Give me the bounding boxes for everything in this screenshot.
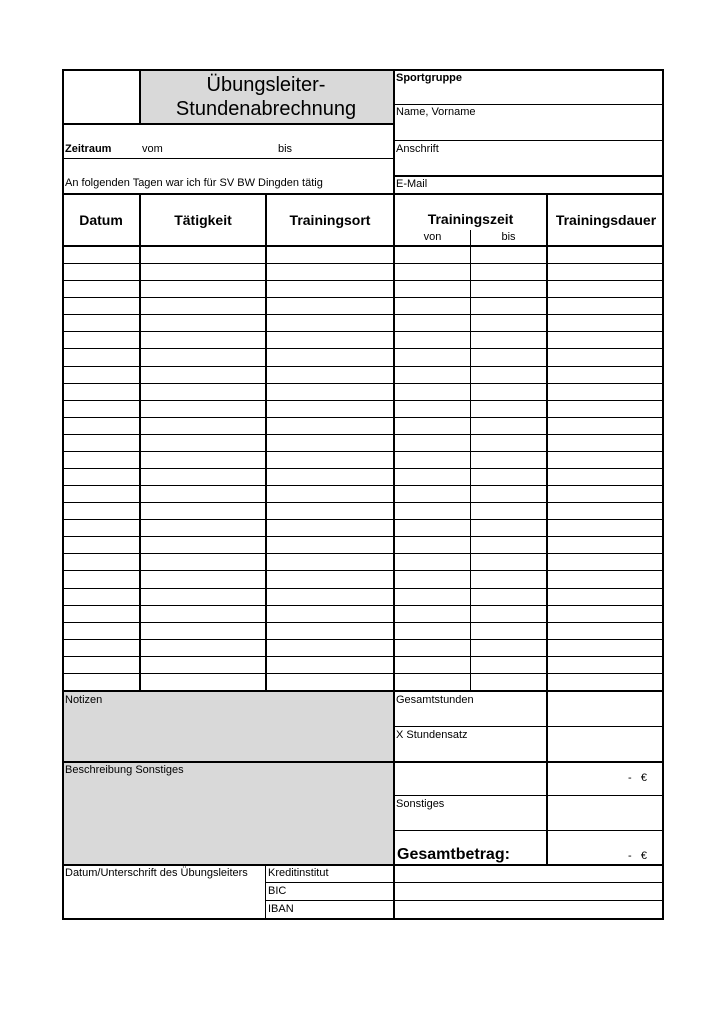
footer-line-betrag: [394, 795, 664, 796]
col-header-taetigkeit: Tätigkeit: [174, 212, 232, 228]
col-header-bis: bis: [501, 231, 516, 243]
title-line-2: Stundenabrechnung: [175, 98, 357, 120]
table-row-line: [63, 331, 663, 332]
col-header-trainingsdauer: Trainingsdauer: [555, 212, 657, 228]
table-row-line: [63, 656, 663, 657]
table-row-line: [63, 297, 663, 298]
table-row-line: [63, 434, 663, 435]
col-header-trainingszeit: Trainingszeit: [427, 211, 514, 227]
header-line-tage: [62, 158, 394, 159]
stundensatz-label: X Stundensatz: [396, 729, 468, 741]
table-row-line: [63, 417, 663, 418]
header-line-email: [394, 175, 664, 177]
table-row-line: [63, 383, 663, 384]
vom-label: vom: [142, 143, 163, 155]
table-header-bottom: [62, 245, 664, 247]
tage-label: An folgenden Tagen war ich für SV BW Dingden tätig: [65, 177, 323, 189]
betrag-stundensatz-value: - €: [628, 772, 647, 784]
footer-line-iban: [266, 900, 664, 901]
table-row-line: [63, 451, 663, 452]
footer-line-sonstiges: [394, 830, 664, 831]
col-header-von: von: [423, 231, 442, 243]
gesamtstunden-label: Gesamtstunden: [396, 694, 474, 706]
col-line-4: [546, 193, 548, 864]
table-row-line: [63, 588, 663, 589]
anschrift-label: Anschrift: [396, 143, 439, 155]
col-header-trainingsort: Trainingsort: [289, 212, 371, 228]
name-label: Name, Vorname: [396, 106, 476, 118]
gesamtbetrag-value: - €: [628, 850, 647, 862]
table-row-line: [63, 622, 663, 623]
col-line-3: [393, 193, 395, 920]
table-row-line: [63, 536, 663, 537]
footer-line-gesamtstunden: [394, 726, 664, 727]
table-row-line: [63, 553, 663, 554]
table-row-line: [63, 280, 663, 281]
header-line-name: [394, 104, 664, 105]
sportgruppe-label: Sportgruppe: [396, 72, 462, 84]
footer-line-notizen: [62, 761, 664, 763]
table-row-line: [63, 314, 663, 315]
table-row-line: [63, 570, 663, 571]
zeitraum-label: Zeitraum: [65, 143, 112, 155]
table-bottom: [62, 690, 664, 692]
beschreibung-label: Beschreibung Sonstiges: [65, 764, 184, 776]
unterschrift-label: Datum/Unterschrift des Übungsleiters: [65, 867, 248, 879]
col-header-datum: Datum: [79, 212, 123, 228]
title-line-1: Übungsleiter-: [206, 74, 326, 96]
table-row-line: [63, 502, 663, 503]
table-row-line: [63, 468, 663, 469]
header-line-title: [62, 123, 394, 125]
table-row-line: [63, 673, 663, 674]
table-row-line: [63, 400, 663, 401]
col-line-2: [265, 193, 267, 691]
table-row-line: [63, 485, 663, 486]
footer-line-bic: [266, 882, 664, 883]
table-row-line: [63, 366, 663, 367]
gesamtbetrag-label: Gesamtbetrag:: [397, 846, 510, 863]
header-line-anschrift: [394, 140, 664, 141]
sonstiges-label: Sonstiges: [396, 798, 445, 810]
notizen-label: Notizen: [65, 694, 103, 706]
footer-line-bank: [265, 865, 266, 920]
bic-label: BIC: [268, 885, 287, 897]
iban-label: IBAN: [268, 903, 294, 915]
table-row-line: [63, 519, 663, 520]
bis-label: bis: [278, 143, 293, 155]
col-line-1: [139, 193, 141, 691]
header-line-bottom: [62, 193, 664, 195]
table-row-line: [63, 348, 663, 349]
kreditinstitut-label: Kreditinstitut: [268, 867, 329, 879]
table-row-line: [63, 263, 663, 264]
outer-frame: [62, 69, 664, 920]
table-row-line: [63, 605, 663, 606]
email-label: E-Mail: [396, 178, 428, 190]
footer-line-gesamt: [62, 864, 664, 866]
table-row-line: [63, 639, 663, 640]
